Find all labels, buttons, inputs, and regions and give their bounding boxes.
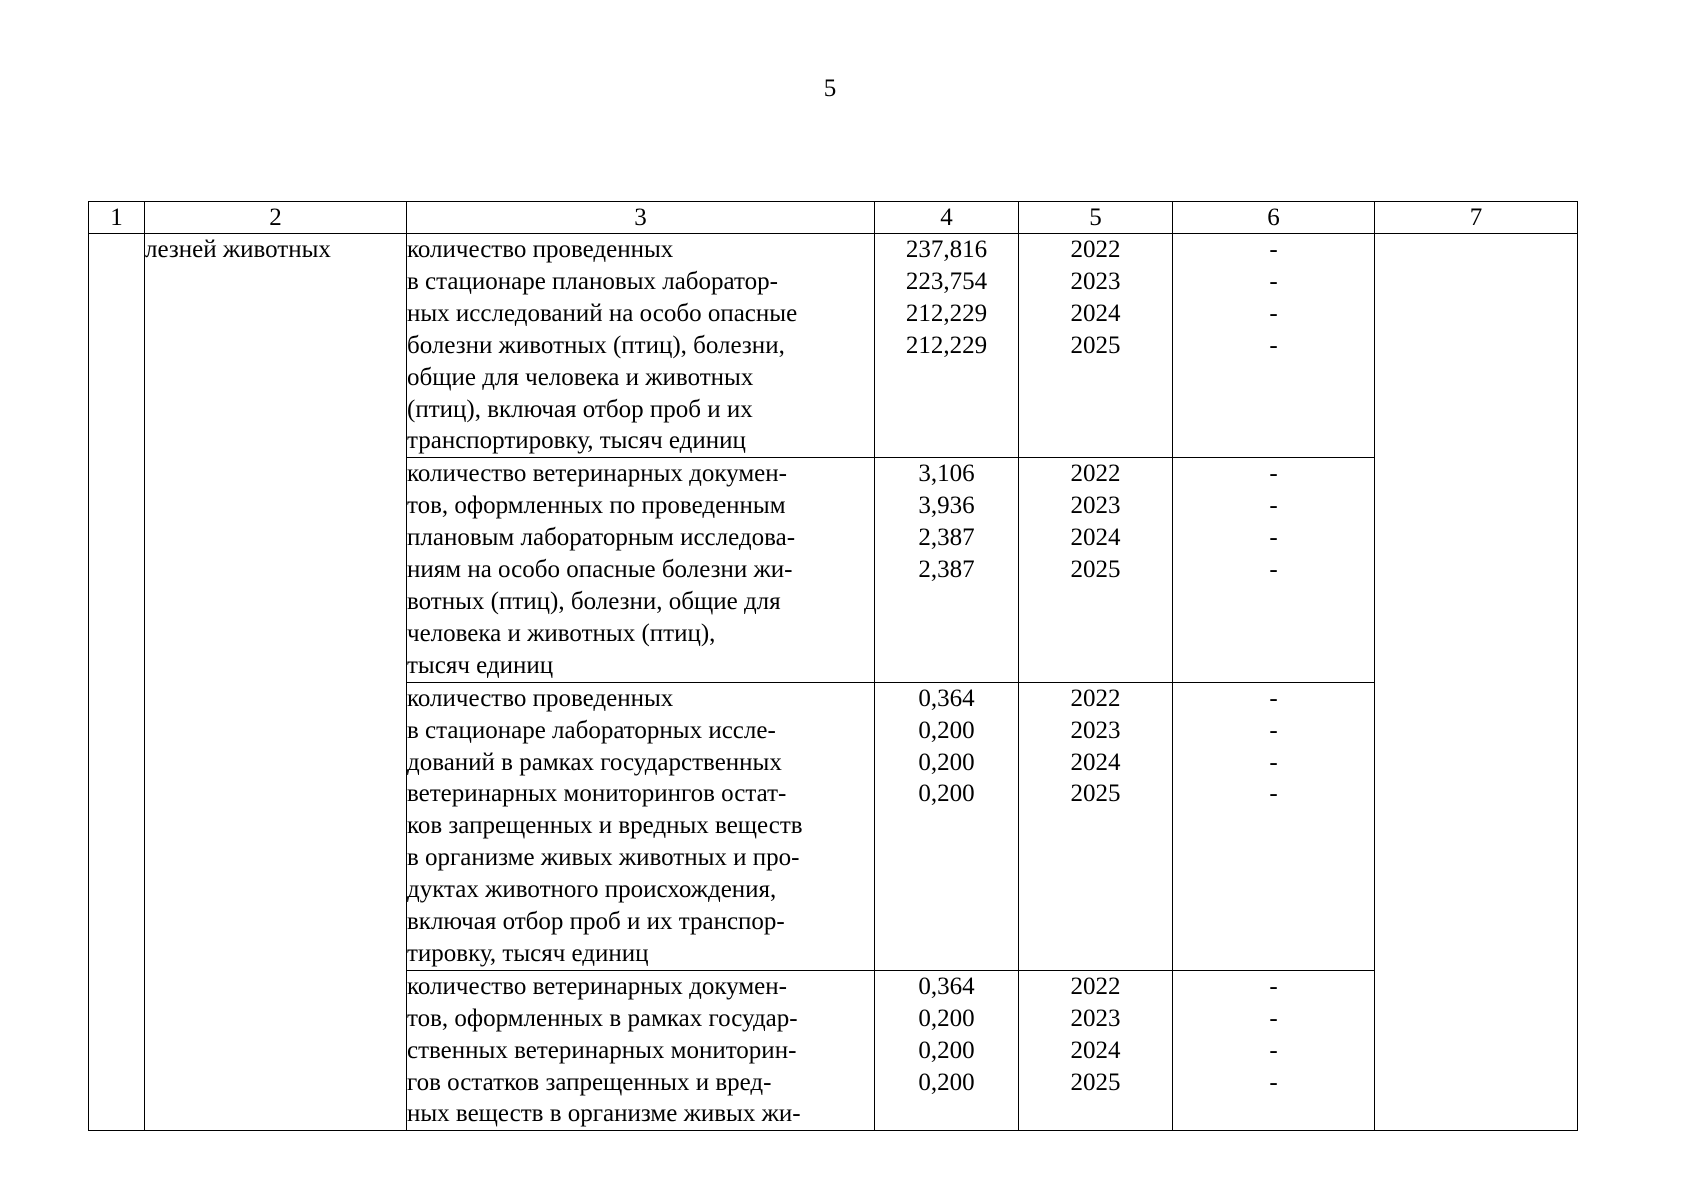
column-header-2: 2 <box>145 202 407 234</box>
col6-cell: - <box>1269 748 1278 776</box>
indicator-col6 <box>1173 970 1375 1131</box>
year-cell: 2024 <box>1070 1036 1121 1064</box>
year-cell: 2023 <box>1070 1004 1121 1032</box>
col6-cell: - <box>1269 1068 1278 1096</box>
description-line: в организме живых животных и про- <box>407 844 800 872</box>
value-cell: 3,106 <box>918 460 975 488</box>
indicator-values <box>875 234 1019 458</box>
column-header-4: 4 <box>875 202 1019 234</box>
cell-col1 <box>89 234 145 1131</box>
year-cell: 2025 <box>1070 331 1121 359</box>
description-line: количество проведенных <box>407 236 674 263</box>
description-line: болезни животных (птиц), болезни, <box>407 331 785 359</box>
col6-cell: - <box>1269 780 1278 808</box>
value-cell: 0,200 <box>918 748 975 776</box>
indicator-years <box>1019 458 1173 682</box>
indicator-years <box>1019 682 1173 970</box>
col6-cell: - <box>1269 524 1278 552</box>
col6-cell: - <box>1269 556 1278 584</box>
column-header-7: 7 <box>1375 202 1578 234</box>
description-line: ков запрещенных и вредных веществ <box>407 812 803 840</box>
indicator-years <box>1019 234 1173 458</box>
header-row <box>89 202 1578 234</box>
col6-cell: - <box>1269 267 1278 295</box>
year-cell: 2025 <box>1070 1068 1121 1096</box>
col6-cell: - <box>1269 299 1278 327</box>
page-number: 5 <box>823 75 837 102</box>
indicator-description <box>407 682 875 970</box>
description-line: тысяч единиц <box>407 651 554 679</box>
col6-cell: - <box>1269 684 1278 712</box>
value-cell: 2,387 <box>918 524 975 552</box>
year-cell: 2023 <box>1070 492 1121 520</box>
description-line: в стационаре лабораторных иссле- <box>407 716 776 744</box>
indicator-values <box>875 970 1019 1131</box>
table-row <box>89 234 1578 458</box>
description-line: дуктах животного происхождения, <box>407 876 777 904</box>
col6-cell: - <box>1269 1036 1278 1064</box>
cell-col2: лезней животных <box>145 234 407 1131</box>
description-line: ветеринарных мониторингов остат- <box>407 780 787 808</box>
value-cell: 0,364 <box>918 972 975 1000</box>
year-cell: 2023 <box>1070 267 1121 295</box>
description-line: общие для человека и животных <box>407 363 754 391</box>
year-cell: 2025 <box>1070 556 1121 584</box>
value-cell: 3,936 <box>918 492 975 520</box>
year-cell: 2022 <box>1070 236 1121 263</box>
indicator-values <box>875 458 1019 682</box>
column-header-3: 3 <box>407 202 875 234</box>
col6-cell: - <box>1269 716 1278 744</box>
description-line: плановым лабораторным исследова- <box>407 524 796 552</box>
column-header-6: 6 <box>1173 202 1375 234</box>
description-line: тировку, тысяч единиц <box>407 939 649 967</box>
description-line: ных исследований на особо опасные <box>407 299 798 327</box>
col6-cell: - <box>1269 236 1278 263</box>
year-cell: 2022 <box>1070 972 1121 1000</box>
year-cell: 2024 <box>1070 299 1121 327</box>
value-cell: 212,229 <box>905 299 988 327</box>
year-cell: 2022 <box>1070 460 1121 488</box>
description-line: ственных ветеринарных мониторин- <box>407 1036 797 1064</box>
year-cell: 2024 <box>1070 748 1121 776</box>
value-cell: 237,816 <box>905 236 988 263</box>
year-cell: 2023 <box>1070 716 1121 744</box>
indicator-description <box>407 234 875 458</box>
year-cell: 2024 <box>1070 524 1121 552</box>
value-cell: 2,387 <box>918 556 975 584</box>
description-line: тов, оформленных по проведенным <box>407 492 786 520</box>
col6-cell: - <box>1269 972 1278 1000</box>
description-line: (птиц), включая отбор проб и их <box>407 395 753 423</box>
cell-col7 <box>1375 234 1578 1131</box>
description-line: транспортировку, тысяч единиц <box>407 427 746 455</box>
description-line: количество проведенных <box>407 684 674 712</box>
indicator-col6 <box>1173 458 1375 682</box>
description-line: включая отбор проб и их транспор- <box>407 908 785 936</box>
year-cell: 2022 <box>1070 684 1121 712</box>
description-line: тов, оформленных в рамках государ- <box>407 1004 798 1032</box>
value-cell: 0,364 <box>918 684 975 712</box>
indicator-years <box>1019 970 1173 1131</box>
col6-cell: - <box>1269 1004 1278 1032</box>
indicator-col6 <box>1173 234 1375 458</box>
indicator-col6 <box>1173 682 1375 970</box>
value-cell: 0,200 <box>918 716 975 744</box>
col6-cell: - <box>1269 460 1278 488</box>
col6-cell: - <box>1269 331 1278 359</box>
value-cell: 0,200 <box>918 1004 975 1032</box>
value-cell: 0,200 <box>918 1036 975 1064</box>
year-cell: 2025 <box>1070 780 1121 808</box>
column-header-1: 1 <box>89 202 145 234</box>
col6-cell: - <box>1269 492 1278 520</box>
description-line: гов остатков запрещенных и вред- <box>407 1068 772 1096</box>
indicator-description <box>407 458 875 682</box>
description-line: в стационаре плановых лаборатор- <box>407 267 778 295</box>
description-line: человека и животных (птиц), <box>407 619 716 647</box>
value-cell: 0,200 <box>918 1068 975 1096</box>
description-line: вотных (птиц), болезни, общие для <box>407 587 781 615</box>
value-cell: 0,200 <box>918 780 975 808</box>
data-table <box>88 201 1578 1131</box>
description-line: ных веществ в организме живых жи- <box>407 1100 801 1128</box>
description-line: количество ветеринарных докумен- <box>407 460 787 488</box>
column-header-5: 5 <box>1019 202 1173 234</box>
value-cell: 212,229 <box>905 331 988 359</box>
indicator-values <box>875 682 1019 970</box>
description-line: дований в рамках государственных <box>407 748 782 776</box>
description-line: ниям на особо опасные болезни жи- <box>407 556 793 584</box>
description-line: количество ветеринарных докумен- <box>407 972 787 1000</box>
indicator-description <box>407 970 875 1131</box>
value-cell: 223,754 <box>905 267 988 295</box>
